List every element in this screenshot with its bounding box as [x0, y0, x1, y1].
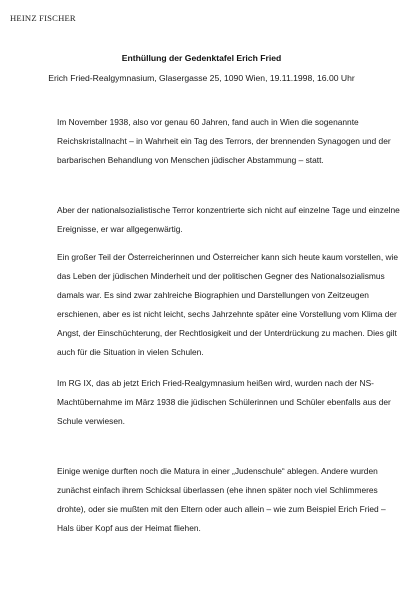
- paragraph-line: auch für die Situation in vielen Schulen.: [57, 347, 204, 357]
- paragraph-line: Im November 1938, also vor genau 60 Jahren, fand auch in Wien die sogenannte: [57, 117, 359, 127]
- paragraph-line: barbarischen Behandlung von Menschen jüdischer Abstammung – statt.: [57, 155, 324, 165]
- paragraph-line: Machtübernahme im März 1938 die jüdischen Schülerinnen und Schüler ebenfalls aus der: [57, 397, 391, 407]
- paragraph-line: drohte), oder sie mußten mit den Eltern oder auch allein – wie zum Beispiel Erich Fried –: [57, 504, 386, 514]
- document-title: Enthüllung der Gedenktafel Erich Fried: [121, 53, 282, 63]
- paragraph-line: Aber der nationalsozialistische Terror konzentrierte sich nicht auf einzelne Tage und einzelne: [57, 205, 400, 215]
- paragraph-line: Ereignisse, er war allgegenwärtig.: [57, 224, 183, 234]
- running-header-author: HEINZ FISCHER: [10, 13, 76, 23]
- paragraph-line: erschienen, aber es ist nicht leicht, sechs Jahrzehnte später eine Vorstellung vom Klima der: [57, 309, 397, 319]
- document-subtitle: Erich Fried-Realgymnasium, Glasergasse 25, 1090 Wien, 19.11.1998, 16.00 Uhr: [48, 73, 355, 83]
- paragraph-4: [57, 374, 391, 431]
- paragraph-5: [57, 462, 386, 538]
- paragraph-line: zunächst einfach ihrem Schicksal überlassen (ehe ihnen später noch viel Schlimmeres: [57, 485, 378, 495]
- paragraph-line: Hals über Kopf aus der Heimat fliehen.: [57, 523, 201, 533]
- paragraph-line: Im RG IX, das ab jetzt Erich Fried-Realgymnasium heißen wird, wurden nach der NS-: [57, 378, 374, 388]
- paragraph-line: Einige wenige durften noch die Matura in einer „Judenschule“ ablegen. Andere wurden: [57, 466, 378, 476]
- paragraph-line: Angst, der Einschüchterung, der Rechtlosigkeit und der Unterdrückung zu machen. Dies gilt: [57, 328, 397, 338]
- paragraph-line: Reichskristallnacht – in Wahrheit ein Tag des Terrors, der brennenden Synagogen und der: [57, 136, 391, 146]
- paragraph-line: das Leben der jüdischen Minderheit und der politischen Gegner des Nationalsozialismus: [57, 271, 385, 281]
- paragraph-line: damals war. Es sind zwar zahlreiche Biographien und Darstellungen von Zeitzeugen: [57, 290, 369, 300]
- paragraph-line: Ein großer Teil der Österreicherinnen und Österreicher kann sich heute kaum vorstellen, wie: [57, 252, 399, 262]
- paragraph-3: [57, 248, 399, 362]
- paragraph-line: Schule verwiesen.: [57, 416, 125, 426]
- paragraph-1: [57, 113, 391, 170]
- paragraph-2: [57, 201, 400, 239]
